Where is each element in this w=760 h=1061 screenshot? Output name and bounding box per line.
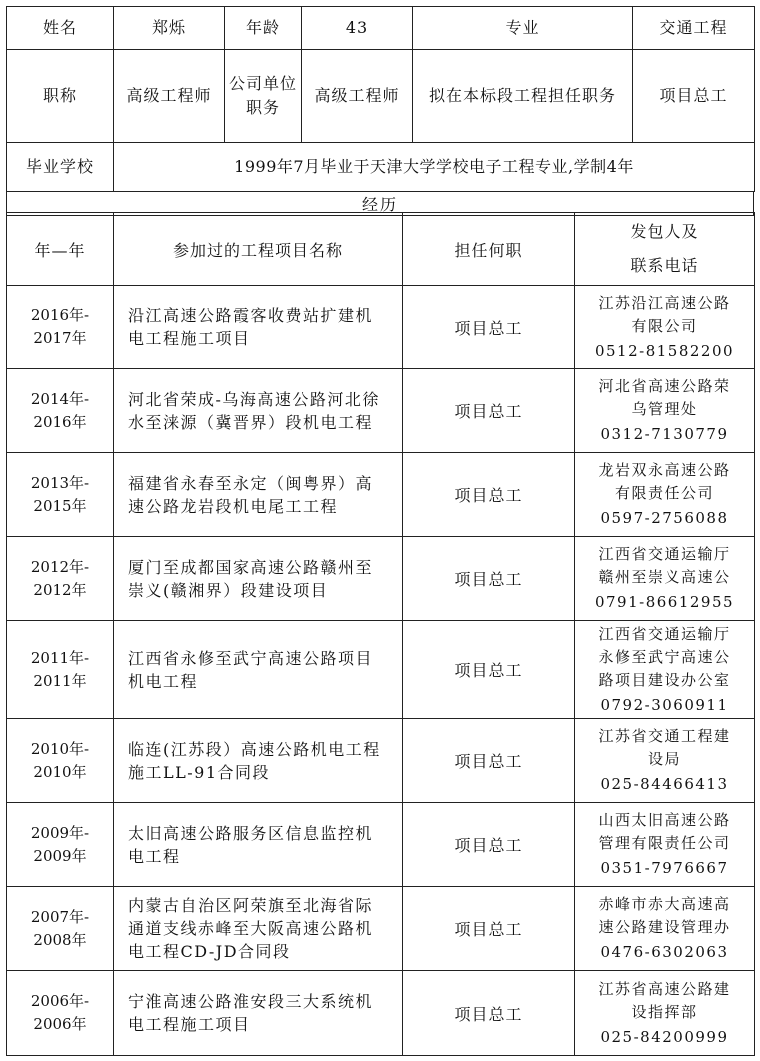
experience-contact-line: 管理有限责任公司 (598, 834, 731, 852)
experience-year1: 2012年- (30, 557, 90, 576)
experience-contact-line: 龙岩双永高速公路 (598, 461, 731, 479)
experience-row (7, 453, 755, 537)
experience-role: 项目总工 (403, 453, 575, 537)
info-row-2 (7, 50, 755, 143)
experience-contact-line: 河北省高速公路荣 (598, 377, 731, 395)
experience-row (7, 537, 755, 621)
experience-contact-line: 设局 (647, 750, 681, 768)
header-contact (575, 213, 755, 286)
header-role: 担任何职 (403, 213, 575, 286)
experience-contact-line: 山西太旧高速公路 (598, 811, 731, 829)
experience-contact-line: 有限责任公司 (614, 484, 714, 502)
experience-contact (575, 453, 755, 537)
experience-project (114, 286, 403, 369)
experience-year1: 2013年- (30, 473, 90, 492)
experience-contact (575, 719, 755, 803)
experience-contact-line: 乌管理处 (631, 400, 698, 418)
experience-phone: 0476-6302063 (600, 943, 729, 961)
experience-years (7, 803, 114, 887)
experience-years (7, 537, 114, 621)
experience-year1: 2014年- (30, 389, 90, 408)
experience-project-line: 机电工程 (128, 671, 199, 691)
experience-contact-line: 江苏省高速公路建 (598, 979, 731, 998)
experience-project-line: 速公路龙岩段机电尾工工程 (128, 496, 339, 516)
experience-project (114, 621, 403, 719)
experience-role: 项目总工 (403, 719, 575, 803)
experience-contact-line: 设指挥部 (631, 1002, 698, 1021)
experience-project-line: 河北省荣成-乌海高速公路河北徐 (128, 389, 380, 409)
experience-year2: 2009年 (33, 846, 87, 865)
experience-project-line: 沿江高速公路霞客收费站扩建机 (128, 306, 374, 325)
experience-years (7, 719, 114, 803)
experience-project-line: 太旧高速公路服务区信息监控机 (128, 823, 374, 843)
experience-contact (575, 621, 755, 719)
header-project: 参加过的工程项目名称 (114, 213, 403, 286)
experience-contact (575, 887, 755, 971)
experience-years (7, 971, 114, 1056)
experience-phone: 0312-7130779 (600, 425, 729, 443)
experience-contact-line: 赣州至崇义高速公 (598, 568, 731, 586)
experience-project (114, 537, 403, 621)
experience-role: 项目总工 (403, 803, 575, 887)
experience-contact-line: 赤峰市赤大高速高 (598, 895, 731, 913)
experience-contact (575, 369, 755, 453)
experience-phone: 025-84466413 (600, 775, 729, 793)
age-value: 43 (302, 7, 413, 50)
experience-phone: 0597-2756088 (600, 509, 729, 527)
experience-project-line: 水至涞源（冀晋界）段机电工程 (128, 412, 374, 432)
experience-year2: 2006年 (33, 1015, 87, 1033)
planned-role-label: 拟在本标段工程担任职务 (413, 50, 633, 143)
planned-role-value: 项目总工 (633, 50, 755, 143)
experience-project-line: 电工程施工项目 (128, 329, 251, 348)
unit-position-label-line1: 公司单位 (228, 74, 297, 93)
experience-year2: 2015年 (33, 496, 87, 515)
experience-row (7, 369, 755, 453)
personal-info-table (6, 6, 755, 192)
experience-role: 项目总工 (403, 537, 575, 621)
experience-project-line: 电工程施工项目 (128, 1015, 251, 1034)
experience-project-line: 通道支线赤峰至大阪高速公路机 (128, 919, 374, 938)
header-contact-line2: 联系电话 (630, 256, 699, 275)
info-row-1 (7, 7, 755, 50)
experience-years (7, 369, 114, 453)
experience-project (114, 369, 403, 453)
header-years: 年—年 (7, 213, 114, 286)
experience-project (114, 719, 403, 803)
unit-position-value: 高级工程师 (302, 50, 413, 143)
experience-year2: 2017年 (33, 329, 87, 347)
experience-project-line: 内蒙古自治区阿荣旗至北海省际 (128, 896, 374, 915)
experience-year1: 2011年- (30, 648, 90, 667)
experience-contact-line: 江西省交通运输厅 (598, 545, 731, 563)
experience-project-line: 厦门至成都国家高速公路赣州至 (128, 557, 374, 577)
experience-row (7, 887, 755, 971)
experience-year2: 2010年 (33, 762, 87, 781)
experience-role: 项目总工 (403, 369, 575, 453)
experience-project-line: 崇义(赣湘界）段建设项目 (128, 580, 329, 600)
experience-project (114, 887, 403, 971)
experience-role: 项目总工 (403, 887, 575, 971)
experience-year1: 2009年- (30, 823, 90, 842)
experience-contact-line: 江苏省交通工程建 (598, 727, 731, 745)
experience-year2: 2012年 (33, 580, 87, 599)
experience-year1: 2006年- (30, 992, 90, 1010)
experience-project-line: 江西省永修至武宁高速公路项目 (128, 648, 374, 668)
experience-years (7, 286, 114, 369)
experience-phone: 025-84200999 (600, 1027, 729, 1046)
experience-contact (575, 971, 755, 1056)
experience-row (7, 286, 755, 369)
title-value: 高级工程师 (114, 50, 225, 143)
experience-project (114, 971, 403, 1056)
experience-year1: 2010年- (30, 739, 90, 758)
experience-project-line: 宁淮高速公路淮安段三大系统机 (128, 992, 374, 1011)
experience-section-title: 经历 (7, 192, 754, 216)
experience-contact-line: 永修至武宁高速公 (598, 647, 731, 666)
experience-project (114, 453, 403, 537)
experience-contact (575, 537, 755, 621)
experience-project (114, 803, 403, 887)
school-value: 1999年7月毕业于天津大学学校电子工程专业,学制4年 (114, 143, 755, 192)
experience-project-line: 电工程 (128, 846, 181, 866)
school-label: 毕业学校 (7, 143, 114, 192)
experience-contact-line: 江西省交通运输厅 (598, 624, 731, 643)
experience-contact-line: 路项目建设办公室 (598, 670, 731, 689)
major-label: 专业 (413, 7, 633, 50)
experience-contact-line: 速公路建设管理办 (598, 918, 731, 936)
title-label: 职称 (7, 50, 114, 143)
age-label: 年龄 (225, 7, 302, 50)
experience-header-row (7, 213, 755, 286)
experience-years (7, 887, 114, 971)
name-label: 姓名 (7, 7, 114, 50)
experience-phone: 0792-3060911 (600, 695, 729, 714)
experience-year2: 2016年 (33, 412, 87, 431)
experience-role: 项目总工 (403, 971, 575, 1056)
experience-project-line: 电工程CD-JD合同段 (128, 942, 291, 961)
experience-row (7, 971, 755, 1056)
experience-contact-line: 江苏沿江高速公路 (598, 293, 731, 312)
experience-years (7, 621, 114, 719)
unit-position-label-line2: 职务 (245, 98, 280, 117)
experience-year2: 2011年 (33, 671, 87, 690)
experience-year1: 2016年- (30, 306, 90, 324)
experience-contact (575, 803, 755, 887)
name-value: 郑烁 (114, 7, 225, 50)
experience-project-line: 施工LL-91合同段 (128, 762, 271, 782)
major-value: 交通工程 (633, 7, 755, 50)
unit-position-label (225, 50, 302, 143)
experience-table (6, 212, 755, 1056)
experience-phone: 0791-86612955 (594, 593, 735, 611)
experience-row (7, 803, 755, 887)
experience-project-line: 福建省永春至永定（闽粤界）高 (128, 473, 374, 493)
header-contact-line1: 发包人及 (630, 222, 699, 241)
experience-row (7, 719, 755, 803)
experience-role: 项目总工 (403, 286, 575, 369)
experience-contact (575, 286, 755, 369)
experience-role: 项目总工 (403, 621, 575, 719)
experience-phone: 0351-7976667 (600, 859, 729, 877)
experience-year1: 2007年- (30, 907, 90, 926)
experience-year2: 2008年 (33, 930, 87, 949)
experience-project-line: 临连(江苏段）高速公路机电工程 (128, 739, 381, 759)
info-row-3 (7, 143, 755, 192)
experience-row (7, 621, 755, 719)
experience-years (7, 453, 114, 537)
experience-phone: 0512-81582200 (594, 341, 735, 360)
experience-contact-line: 有限公司 (631, 316, 698, 335)
